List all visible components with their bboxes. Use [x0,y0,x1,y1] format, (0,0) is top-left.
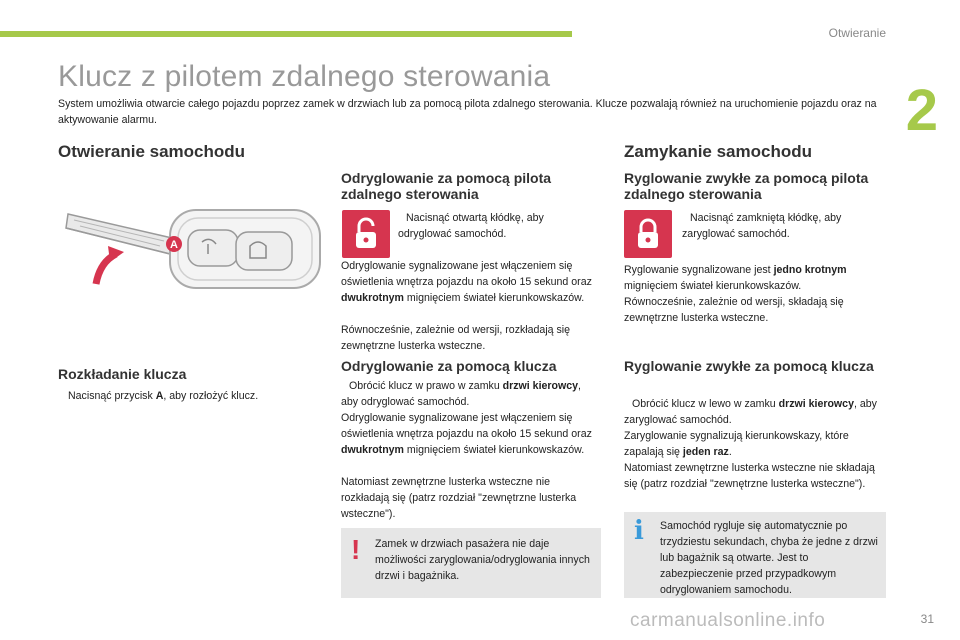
key-unlock-paragraph-2: Natomiast zewnętrzne lusterka wsteczne nie rozkładają się (patrz rozdział "zewnętrzne lusterka wsteczne"). [341,476,577,520]
heading-remote-unlock: Odryglowanie za pomocą pilota zdalnego sterowania [341,170,552,202]
chapter-number: 2 [905,78,938,143]
key-remote-illustration [60,196,330,306]
heading-opening-car: Otwieranie samochodu [58,142,246,161]
remote-unlock-bullet: Nacisnąć otwartą kłódkę, aby odryglować samochód. [398,212,544,240]
remote-lock-paragraph-2: Równocześnie, zależnie od wersji, składają się zewnętrzne lusterka wsteczne. [624,296,844,324]
header-accent-bar [0,31,572,37]
section-label: Otwieranie [828,26,886,40]
warning-note-text: Zamek w drzwiach pasażera nie daje możliwości zaryglowania/odryglowania innych drzwi i bagażnika. [375,538,590,582]
key-lock-paragraph-2: Natomiast zewnętrzne lusterka wsteczne nie składają się (patrz rozdział "zewnętrzne lusterka wsteczne"). [624,462,875,490]
heading-key-lock: Ryglowanie zwykłe za pomocą klucza [624,358,874,374]
heading-fold-key: Rozkładanie klucza [58,366,187,382]
key-unlock-bullet: Obrócić klucz w prawo w zamku drzwi kierowcy, aby odryglować samochód. [341,380,581,408]
key-unlock-paragraph-1: Odryglowanie sygnalizowane jest włączeniem się oświetlenia wnętrza pojazdu na około 15 sekund oraz dwukrotnym mignięciem świateł kierunkowskazów. [341,412,592,456]
warning-icon: ! [351,534,361,565]
page-title: Klucz z pilotem zdalnego sterowania [58,60,551,93]
info-icon: i [634,516,644,546]
heading-closing-car: Zamykanie samochodu [624,142,813,161]
fold-bullet: Nacisnąć przycisk A, aby rozłożyć klucz. [68,390,259,402]
info-note-text: Samochód rygluje się automatycznie po trzydziestu sekundach, chyba że jedne z drzwi lub bagażnik są otwarte. Jest to zabezpieczenie przed przypadkowym odryglowaniem samochodu. [660,520,878,596]
key-lock-paragraph-1: Zaryglowanie sygnalizują kierunkowskazy, które zapalają się jeden raz. [624,430,849,458]
info-note-box [624,512,886,598]
remote-unlock-paragraph-1: Odryglowanie sygnalizowane jest włączeniem się oświetlenia wnętrza pojazdu na około 15 sekund oraz dwukrotnym mignięciem świateł kierunkowskazów. [341,260,592,304]
intro-paragraph: System umożliwia otwarcie całego pojazdu poprzez zamek w drzwiach lub za pomocą pilota zdalnego sterowania. Klucze pozwalają również na uruchomienie pojazdu oraz na aktywowanie alarmu. [58,98,877,126]
key-lock-bullet: Obrócić klucz w lewo w zamku drzwi kierowcy, aby zaryglować samochód. [624,398,877,426]
page-number: 31 [920,612,934,626]
heading-key-unlock: Odryglowanie za pomocą klucza [341,358,557,374]
watermark: carmanualsonline.info [630,610,826,631]
remote-lock-paragraph-1: Ryglowanie sygnalizowane jest jedno krotnym mignięciem świateł kierunkowskazów. [624,264,847,292]
key-label-a: A [170,239,178,251]
unlock-padlock-icon [342,210,390,258]
remote-lock-bullet: Nacisnąć zamkniętą kłódkę, aby zaryglować samochód. [682,212,842,240]
heading-remote-lock: Ryglowanie zwykłe za pomocą pilota zdalnego sterowania [624,170,869,202]
warning-note-box [341,528,601,598]
remote-unlock-paragraph-2: Równocześnie, zależnie od wersji, rozkładają się zewnętrzne lusterka wsteczne. [341,324,571,352]
lock-padlock-icon [624,210,672,258]
